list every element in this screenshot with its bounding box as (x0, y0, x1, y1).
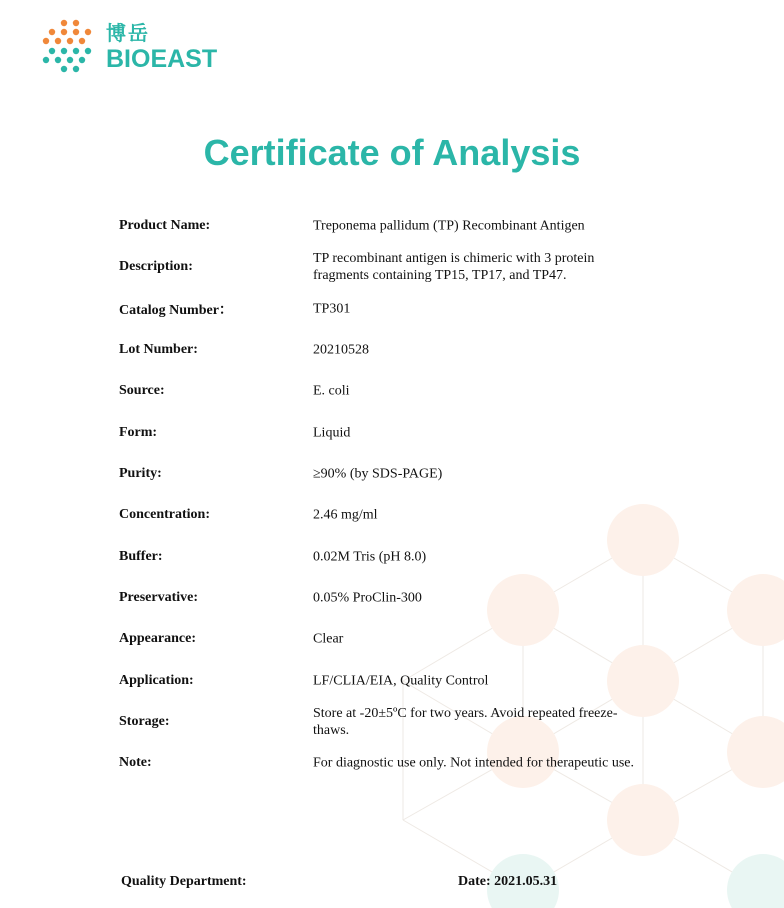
field-row-application (0, 661, 784, 701)
field-row-buffer (0, 537, 784, 577)
field-value: For diagnostic use only. Not intended for therapeutic use. (313, 755, 635, 771)
field-row-product-name (0, 206, 784, 246)
field-label: Form: (119, 425, 158, 440)
field-row-purity (0, 454, 784, 494)
field-row-storage (0, 702, 784, 742)
logo-english-name: BIOEAST (106, 44, 218, 73)
field-label: Lot Number: (119, 342, 198, 357)
page-title: Certificate of Analysis (203, 132, 581, 173)
field-value: TP recombinant antigen is chimeric with 3 protein fragments containing TP15, TP17, and TP47. (313, 251, 595, 283)
field-label: Purity: (119, 466, 162, 481)
field-value: Treponema pallidum (TP) Recombinant Antigen (313, 218, 585, 234)
field-row-preservative (0, 578, 784, 618)
field-label: Buffer: (119, 549, 163, 564)
date-label: Date: 2021.05.31 (458, 874, 558, 889)
field-row-description (0, 247, 784, 287)
field-row-concentration (0, 495, 784, 535)
field-value: ≥90% (by SDS-PAGE) (313, 466, 443, 482)
field-value: TP301 (313, 301, 351, 317)
field-row-lot-number (0, 330, 784, 370)
field-label: Product Name: (119, 218, 211, 233)
field-value: Clear (313, 631, 344, 647)
field-row-source (0, 371, 784, 411)
field-value: 0.02M Tris (pH 8.0) (313, 549, 427, 565)
field-label: Note: (119, 755, 152, 770)
company-logo (42, 18, 217, 76)
field-value: 0.05% ProClin-300 (313, 590, 422, 606)
field-label: Source: (119, 383, 165, 398)
field-label: Concentration: (119, 507, 210, 522)
quality-department-label: Quality Department: (121, 874, 247, 889)
field-row-catalog-number (0, 289, 784, 329)
logo-chinese-name: 博岳 (106, 20, 150, 45)
field-value: 20210528 (313, 342, 369, 358)
field-value: E. coli (313, 383, 350, 399)
field-value: 2.46 mg/ml (313, 507, 378, 523)
dot-cluster-logo-icon (42, 18, 102, 76)
field-label: Catalog Number： (119, 303, 233, 318)
field-row-form (0, 413, 784, 453)
field-value: LF/CLIA/EIA, Quality Control (313, 673, 489, 689)
field-label: Application: (119, 673, 194, 688)
field-value: Liquid (313, 425, 351, 441)
field-label: Storage: (119, 714, 170, 729)
field-row-note (0, 743, 784, 783)
field-row-appearance (0, 619, 784, 659)
field-label: Preservative: (119, 590, 199, 605)
field-label: Appearance: (119, 631, 196, 646)
field-value: Store at -20±5ºC for two years. Avoid repeated freeze-thaws. (313, 706, 618, 738)
field-label: Description: (119, 259, 193, 274)
